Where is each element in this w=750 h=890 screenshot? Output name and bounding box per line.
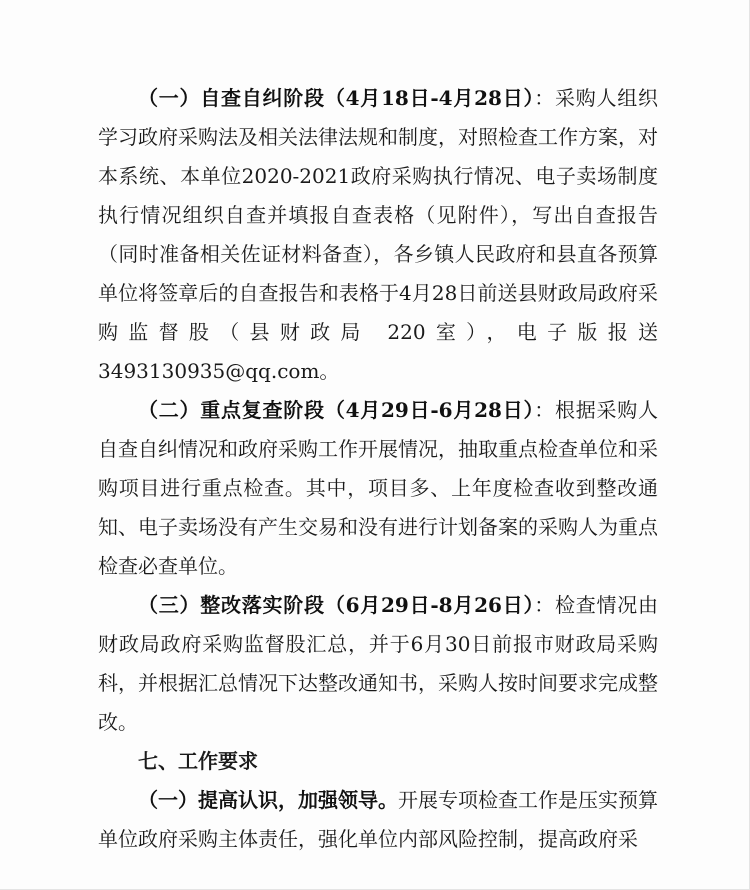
- paragraph-text: 开展专项检查工作是压实预算单位政府采购主体责任，强化单位内部风险控制，提高政府采: [98, 788, 658, 851]
- section-title-work-requirements: 七、工作要求: [138, 749, 258, 773]
- paragraph-self-inspection: [98, 79, 658, 391]
- paragraph-text: ：检查情况由财政局政府采购监督股汇总，并于6月30日前报市财政局采购科，并根据汇总情况下达整改通知书，采购人按时间要求完成整改。: [98, 593, 659, 734]
- paragraph-raise-awareness: [98, 781, 658, 859]
- paragraph-text: ：根据采购人自查自纠情况和政府采购工作开展情况，抽取重点检查单位和采购项目进行重点检查。其中，项目多、上年度检查收到整改通知、电子卖场没有产生交易和没有进行计划备案的采购人为重点检查必查单位。: [98, 398, 659, 578]
- document-body: [98, 79, 658, 859]
- paragraph-rectification: [98, 586, 658, 742]
- paragraph-heading: （一）自查自纠阶段（4月18日-4月28日）: [138, 86, 535, 110]
- paragraph-text: ：采购人组织学习政府采购法及相关法律法规和制度，对照检查工作方案，对本系统、本单位2020-2021政府采购执行情况、电子卖场制度执行情况组织自查并填报自查表格（见附件），写出自查报告（同时准备相关佐证材料备查），各乡镇人民政府和县直各预算单位将签章后的自查报告和表格于4月28日前送县财政局政府采购监督股（县财政局 220室），电子版报送3493130935@qq.com。: [98, 86, 659, 383]
- paragraph-heading: （三）整改落实阶段（6月29日-8月26日）: [138, 593, 535, 617]
- paragraph-key-review: [98, 391, 658, 586]
- paragraph-heading: （一）提高认识，加强领导。: [138, 788, 398, 812]
- paragraph-heading: （二）重点复查阶段（4月29日-6月28日）: [138, 398, 535, 422]
